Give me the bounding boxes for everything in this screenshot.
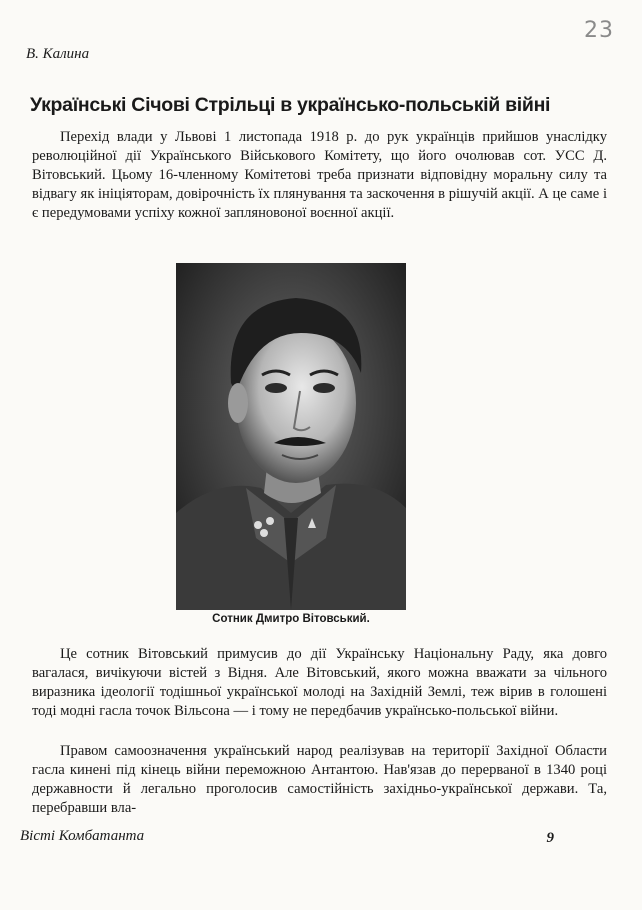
paragraph-3: Правом самоозначення український народ реалізував на території Західної Области гасла кинені під кінець війни переможною Антантою. Нав'язав до перерваної в 1340 році державности й легально проголосив самостійність західньо-української держави. Та, перебравши вла- [32, 743, 607, 816]
journal-name: Вісті Комбатанта [20, 828, 145, 844]
archive-number: 23 [584, 18, 614, 43]
page-number: 9 [546, 830, 554, 846]
photo-caption: Сотник Дмитро Вітовський. [212, 613, 370, 625]
paragraph-2: Це сотник Вітовський примусив до дії Українську Національну Раду, яка довго вагалася, вичікуючи вістей з Відня. Але Вітовський, якого можна вважати за чільного виразника ідеології тодішньої української молоді на Західній Землі, теж вірив в голошені тоді модні гасла точок Вільсона — і тому не передбачив українсько-польської війни. [32, 646, 607, 719]
author-name: В. Калина [26, 46, 90, 62]
portrait-photo [176, 263, 406, 610]
paragraph-1: Перехід влади у Львові 1 листопада 1918 р. до рук українців прийшов унаслідку революційної дії Українського Військового Комітету, що його очолював сот. УСС Д. Вітовський. Цьому 16-членному Комітетові треба признати відповідну моральну силу та відвагу як ініціяторам, довірочність їх плянування та заскочення в рішучій акції. А це саме і є передумовами успіху кожної запляновоної воєнної акції. [32, 129, 607, 221]
portrait-icon [176, 263, 406, 610]
article-title: Українські Січові Стрільці в українсько-польській війні [30, 94, 551, 116]
